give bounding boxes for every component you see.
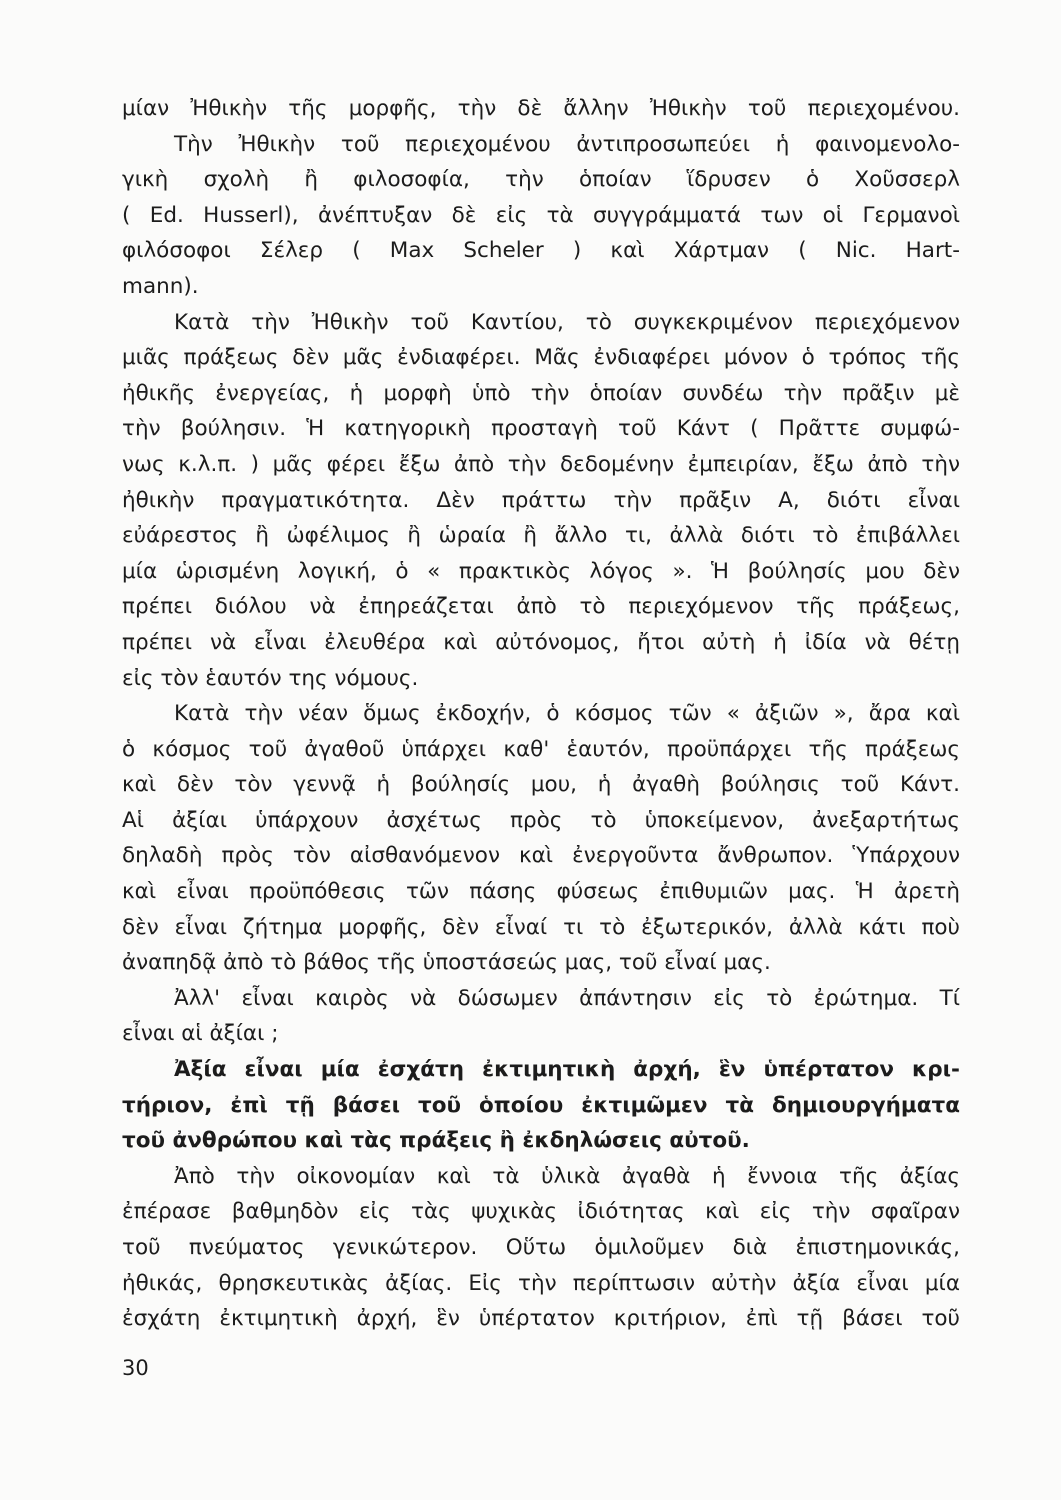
page-number: 30 xyxy=(122,1356,149,1380)
text-line: εὐάρεστος ἢ ὠφέλιμος ἢ ὡραία ἢ ἄλλο τι, ἀλλὰ διότι τὸ ἐπιβάλλει xyxy=(122,523,960,549)
text-line: Ἀπὸ τὴν οἰκονομίαν καὶ τὰ ὑλικὰ ἀγαθὰ ἡ ἔννοια τῆς ἀξίας xyxy=(174,1163,960,1189)
text-line: εἶναι αἱ ἀξίαι ; xyxy=(122,1021,279,1047)
definition-line: τήριον, ἐπὶ τῇ βάσει τοῦ ὁποίου ἐκτιμῶμεν τὰ δημιουργήματα xyxy=(122,1092,960,1118)
definition-line: τοῦ ἀνθρώπου καὶ τὰς πράξεις ἢ ἐκδηλώσεις αὐτοῦ. xyxy=(122,1128,750,1154)
text-line: Αἱ ἀξίαι ὑπάρχουν ἀσχέτως πρὸς τὸ ὑποκείμενον, ἀνεξαρτήτως xyxy=(122,807,960,833)
text-line: γικὴ σχολὴ ἢ φιλοσοφία, τὴν ὁποίαν ἵδρυσεν ὁ Χοῦσσερλ xyxy=(122,167,960,193)
text-line: τοῦ πνεύματος γενικώτερον. Οὕτω ὁμιλοῦμεν διὰ ἐπιστημονικάς, xyxy=(122,1235,960,1260)
text-line: νως κ.λ.π. ) μᾶς φέρει ἔξω ἀπὸ τὴν δεδομένην ἐμπειρίαν, ἔξω ἀπὸ τὴν xyxy=(122,451,960,477)
text-line: δηλαδὴ πρὸς τὸν αἰσθανόμενον καὶ ἐνεργοῦντα ἄνθρωπον. Ὑπάρχουν xyxy=(122,843,960,869)
text-line: mann). xyxy=(122,273,199,299)
text-line: Ἀλλ' εἶναι καιρὸς νὰ δώσωμεν ἀπάντησιν εἰς τὸ ἐρώτημα. Τί xyxy=(174,985,960,1011)
text-line: ἐσχάτη ἐκτιμητικὴ ἀρχή, ἓν ὑπέρτατον κριτήριον, ἐπὶ τῇ βάσει τοῦ xyxy=(122,1306,960,1332)
text-line: δὲν εἶναι ζήτημα μορφῆς, δὲν εἶναί τι τὸ ἐξωτερικόν, ἀλλὰ κάτι ποὺ xyxy=(122,914,960,940)
text-line: Τὴν Ἠθικὴν τοῦ περιεχομένου ἀντιπροσωπεύει ἡ φαινομενολο- xyxy=(174,131,960,157)
text-line: πρέπει νὰ εἶναι ἐλευθέρα καὶ αὐτόνομος, ἤτοι αὐτὴ ἡ ἰδία νὰ θέτῃ xyxy=(122,629,960,655)
text-line: ( Ed. Husserl), ἀνέπτυξαν δὲ εἰς τὰ συγγράμματά των οἱ Γερμανοὶ xyxy=(122,202,960,228)
text-line: καὶ δὲν τὸν γεννᾷ ἡ βούλησίς μου, ἡ ἀγαθὴ βούλησις τοῦ Κάντ. xyxy=(122,772,960,798)
text-line: ἠθικάς, θρησκευτικὰς ἀξίας. Εἰς τὴν περίπτωσιν αὐτὴν ἀξία εἶναι μία xyxy=(122,1270,960,1296)
text-line: πρέπει διόλου νὰ ἐπηρεάζεται ἀπὸ τὸ περιεχόμενον τῆς πράξεως, xyxy=(122,594,960,620)
text-line: ἐπέρασε βαθμηδὸν εἰς τὰς ψυχικὰς ἰδιότητας καὶ εἰς τὴν σφαῖραν xyxy=(122,1199,960,1225)
text-line: Κατὰ τὴν Ἠθικὴν τοῦ Καντίου, τὸ συγκεκριμένον περιεχόμενον xyxy=(174,309,960,335)
text-line: ἠθικῆς ἐνεργείας, ἡ μορφὴ ὑπὸ τὴν ὁποίαν συνδέω τὴν πρᾶξιν μὲ xyxy=(122,380,960,406)
definition-line: Ἀξία εἶναι μία ἐσχάτη ἐκτιμητικὴ ἀρχή, ἓν ὑπέρτατον κρι- xyxy=(174,1057,960,1083)
text-line: καὶ εἶναι προϋπόθεσις τῶν πάσης φύσεως ἐπιθυμιῶν μας. Ἡ ἀρετὴ xyxy=(122,879,960,905)
text-line: Κατὰ τὴν νέαν ὅμως ἐκδοχήν, ὁ κόσμος τῶν « ἀξιῶν », ἄρα καὶ xyxy=(174,701,960,727)
text-line: εἰς τὸν ἑαυτόν της νόμους. xyxy=(122,665,419,691)
text-line: μία ὡρισμένη λογική, ὁ « πρακτικὸς λόγος ». Ἡ βούλησίς μου δὲν xyxy=(122,558,960,584)
body-text xyxy=(122,91,960,1337)
text-line: μίαν Ἠθικὴν τῆς μορφῆς, τὴν δὲ ἄλλην Ἠθικὴν τοῦ περιεχομένου. xyxy=(122,96,960,121)
text-line: ἀναπηδᾷ ἀπὸ τὸ βάθος τῆς ὑποστάσεώς μας, τοῦ εἶναί μας. xyxy=(122,950,771,976)
text-line: τὴν βούλησιν. Ἡ κατηγορικὴ προσταγὴ τοῦ Κάντ ( Πρᾶττε συμφώ- xyxy=(122,416,960,442)
text-line: ἠθικὴν πραγματικότητα. Δὲν πράττω τὴν πρᾶξιν Α, διότι εἶναι xyxy=(122,487,960,513)
text-line: μιᾶς πράξεως δὲν μᾶς ἐνδιαφέρει. Μᾶς ἐνδιαφέρει μόνον ὁ τρόπος τῆς xyxy=(122,345,960,371)
text-line: φιλόσοφοι Σέλερ ( Max Scheler ) καὶ Χάρτμαν ( Nic. Hart- xyxy=(122,238,960,264)
text-line: ὁ κόσμος τοῦ ἀγαθοῦ ὑπάρχει καθ' ἑαυτόν, προϋπάρχει τῆς πράξεως xyxy=(122,736,960,762)
